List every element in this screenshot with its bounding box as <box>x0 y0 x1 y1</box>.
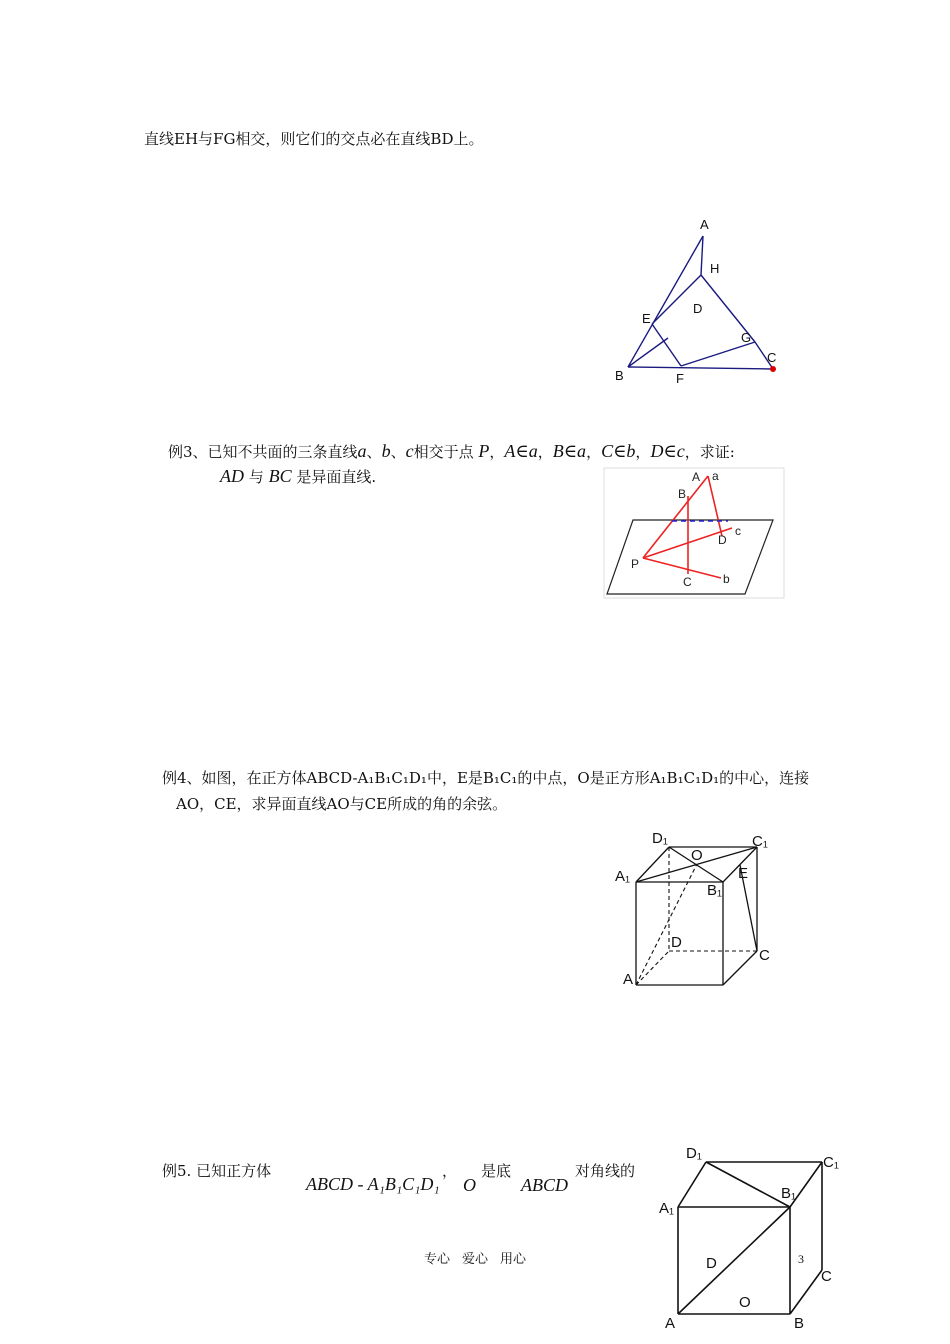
example5-base: ABCD <box>521 1175 568 1195</box>
fig1-label-a: A <box>700 217 709 232</box>
fig4-label-3: 3 <box>798 1252 804 1266</box>
fig1-label-g: G <box>741 330 752 345</box>
fig3-label-d: D <box>671 934 682 951</box>
intro-line: 直线EH与FG相交，则它们的交点必在直线BD上。 <box>144 130 484 148</box>
fig4-label-d1: D₁ <box>686 1145 702 1162</box>
example3-line1: 例3、已知不共面的三条直线a、b、c相交于点 P，A∈a，B∈a，C∈b，D∈c，求证: <box>168 441 735 461</box>
fig3-label-a1: A₁ <box>615 868 631 885</box>
fig4-label-d: D <box>706 1255 717 1272</box>
fig2-label-line-a: a <box>712 469 719 483</box>
footer-text-a: 专心 <box>423 1252 450 1267</box>
fig2-label-c: C <box>683 575 692 589</box>
fig1-label-c: C <box>767 350 777 365</box>
fig1-label-h: H <box>710 261 720 276</box>
fig1-label-f: F <box>676 371 684 386</box>
example4-line1: 例4、如图，在正方体ABCD-A₁B₁C₁D₁中，E是B₁C₁的中点，O是正方形A₁B₁C₁D₁的中心，连接 <box>162 769 810 787</box>
fig2-label-p: P <box>631 557 640 571</box>
fig2-label-b: B <box>678 487 687 501</box>
fig3-label-e: E <box>738 865 749 882</box>
fig4-label-b1: B₁ <box>781 1185 797 1202</box>
example5-mid: 是底 <box>481 1162 512 1180</box>
fig2-label-line-c: c <box>735 524 741 538</box>
fig1-label-d: D <box>693 301 703 316</box>
fig4-label-o: O <box>739 1294 751 1311</box>
footer-text-b: 爱心 <box>461 1252 488 1267</box>
fig4-label-a1: A₁ <box>659 1200 675 1217</box>
fig3-label-c: C <box>759 947 770 964</box>
fig4-label-b: B <box>794 1315 805 1332</box>
example5-cube-name: ABCD - A₁B₁C₁D₁ <box>306 1174 440 1194</box>
footer-text-c: 用心 <box>500 1252 527 1267</box>
page-footer <box>0 1248 950 1267</box>
fig4-label-c1: C₁ <box>823 1154 839 1171</box>
fig2-label-d: D <box>718 533 727 547</box>
example3-line2: AD 与 BC 是异面直线. <box>220 466 377 486</box>
example4-line2: AO，CE，求异面直线AO与CE所成的角的余弦。 <box>176 795 508 813</box>
fig4-label-a: A <box>665 1315 676 1332</box>
fig2-label-line-b: b <box>723 572 730 586</box>
fig2-label-a: A <box>692 470 701 484</box>
fig4-label-c: C <box>821 1268 832 1285</box>
fig3-label-c1: C₁ <box>752 833 768 850</box>
fig3-label-o: O <box>691 847 703 864</box>
example5-comma: ， <box>442 1162 458 1180</box>
fig3-label-d1: D₁ <box>652 830 668 847</box>
example5-prefix: 例5. 已知正方体 <box>162 1162 272 1180</box>
fig3-label-a: A <box>623 971 634 988</box>
fig3-label-b1: B₁ <box>707 882 723 899</box>
example5-end: 对角线的 <box>575 1162 636 1180</box>
example5-o: O <box>463 1175 476 1195</box>
fig1-label-b: B <box>615 368 624 383</box>
fig1-label-e: E <box>642 311 651 326</box>
